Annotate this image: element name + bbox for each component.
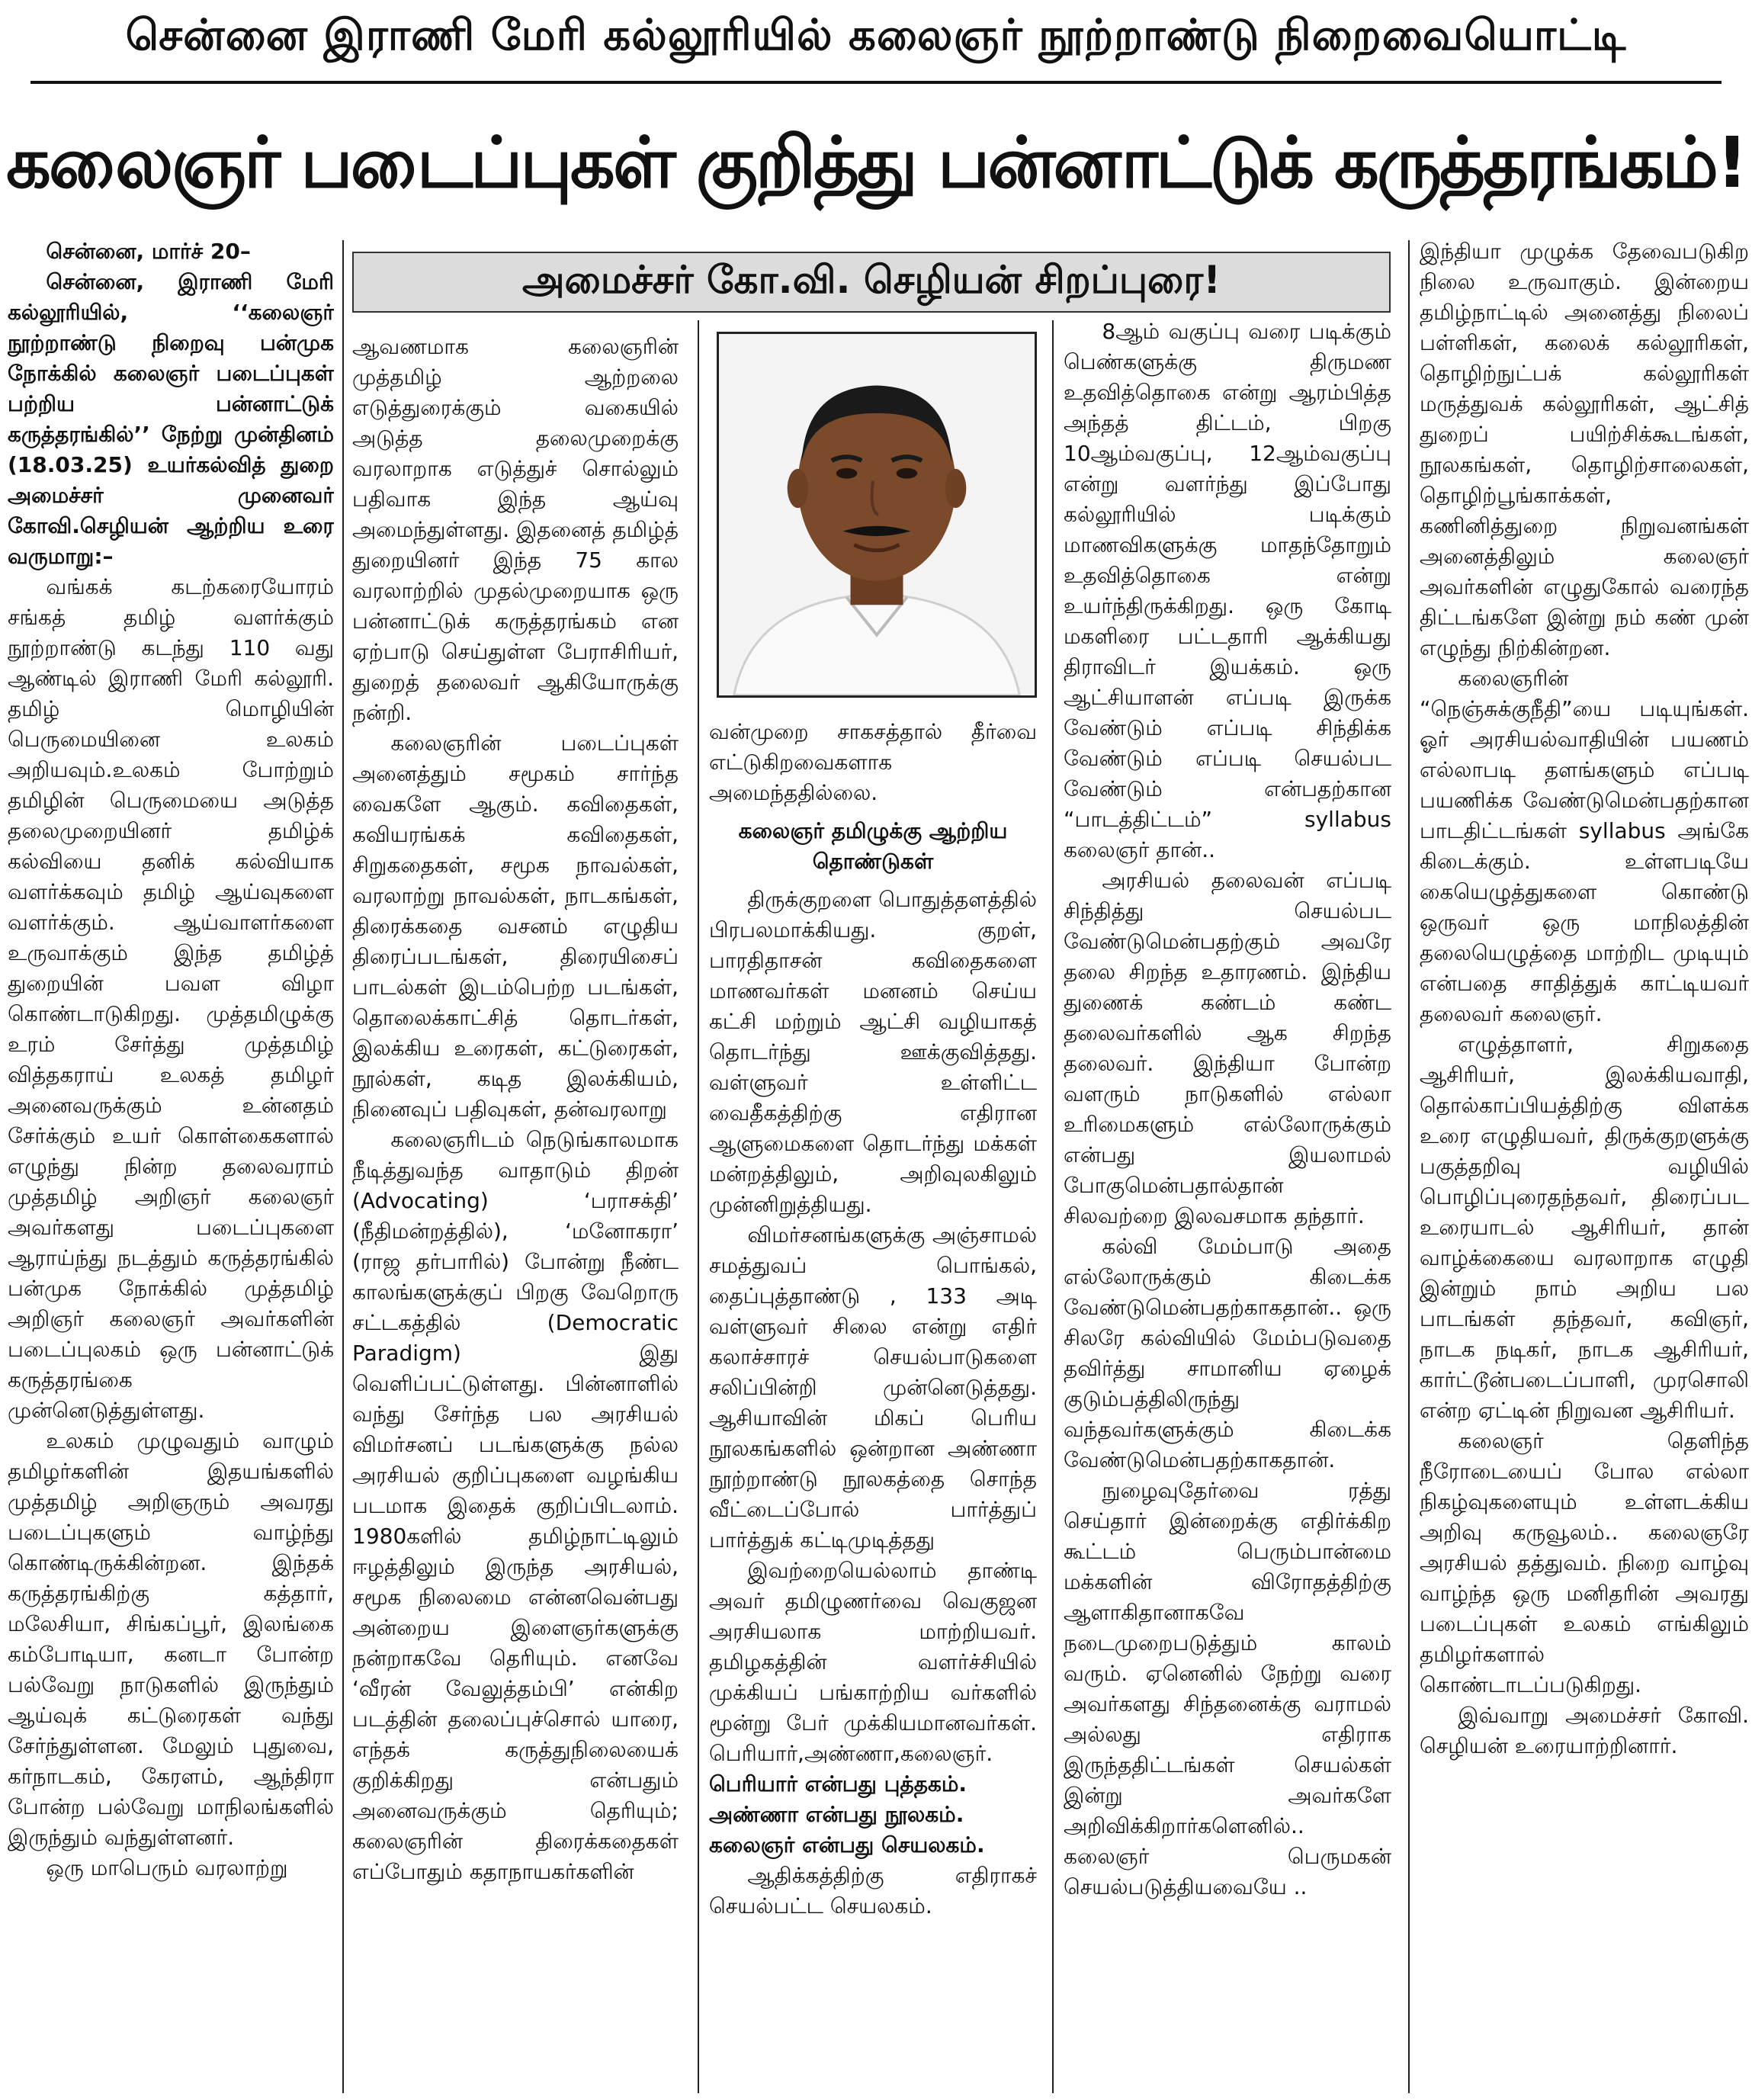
- lead-paragraph: சென்னை, இராணி மேரி கல்லூரியில், ‘‘கலைஞர் நூற்றாண்டு நிறைவு பன்முக நோக்கில் கலைஞர் படைப்புகள் பற்றிய பன்னாட்டுக் கருத்தரங்கில்’’ நேற்று முன்தினம் (18.03.25) உயர்கல்வித் துறை அமைச்சர் முனைவர் கோவி.செழியன் ஆற்றிய உரை வருமாறு:–: [8, 269, 334, 569]
- paragraph: இந்தியா முழுக்க தேவைபடுகிற நிலை உருவாகும். இன்றைய தமிழ்நாட்டில் அனைத்து நிலைப் பள்ளிகள், கலைக் கல்லூரிகள், தொழிற்நுட்பக் கல்லூரிகள் மருத்துவக் கல்லூரிகள், ஆட்சித் துறைப் பயிற்சிக்கூடங்கள், நூலகங்கள், தொழிற்சாலைகள், தொழிற்பூங்காக்கள், கணினித்துறை நிறுவனங்கள் அனைத்திலும் கலைஞர் அவர்களின் எழுதுகோல் வரைந்த திட்டங்களே இன்று நம் கண் முன் எழுந்து நிற்கின்றன.: [1420, 239, 1749, 660]
- article-column-1: [8, 236, 334, 2097]
- sub-headline: அமைச்சர் கோ.வி. செழியன் சிறப்புரை!: [352, 252, 1391, 313]
- paragraph: வன்முறை சாகசத்தால் தீர்வை எட்டுகிறவைகளாக அமைந்ததில்லை.: [709, 719, 1037, 805]
- paragraph: ஆவணமாக கலைஞரின் முத்தமிழ் ஆற்றலை எடுத்துரைக்கும் வகையில் அடுத்த தலைமுறைக்கு வரலாறாக எடுத்துச் சொல்லும் பதிவாக இந்த ஆய்வு அமைந்துள்ளது. இதனைத் தமிழ்த் துறையினர் இந்த 75 கால வரலாற்றில் முதல்முறையாக ஒரு பன்னாட்டுக் கருத்தரங்கம் என ஏற்பாடு செய்துள்ள பேராசிரியர், துறைத் தலைவர் ஆகியோருக்கு நன்றி.: [352, 334, 679, 725]
- paragraph: கலைஞர் தெளிந்த நீரோடையைப் போல எல்லா நிகழ்வுகளையும் உள்ளடக்கிய அறிவு கருவூலம்.. கலைஞரே அரசியல் தத்துவம். நிறை வாழ்வு வாழ்ந்த ஒரு மனிதரின் அவரது படைப்புகள் உலகம் எங்கிலும் தமிழர்களால் கொண்டாடப்படுகிறது.: [1420, 1428, 1749, 1697]
- section-subhead: கலைஞர் தமிழுக்கு ஆற்றிய தொண்டுகள்: [738, 818, 1008, 874]
- paragraph: கலைஞரிடம் நெடுங்காலமாக நீடித்துவந்த வாதாடும் திறன் (Advocating) ‘பராசக்தி’ (நீதிமன்றத்தில்), ‘மனோகரா’ (ராஜ தர்பாரில்) போன்று நீண்ட காலங்களுக்குப் பிறகு வேறொரு சட்டகத்தில் (Democratic Paradigm) இது வெளிப்பட்டுள்ளது. பின்னாளில் வந்து சேர்ந்த பல அரசியல் விமர்சனப் படங்களுக்கு நல்ல அரசியல் குறிப்புகளை வழங்கிய படமாக இதைக் குறிப்பிடலாம். 1980களில் தமிழ்நாட்டிலும் ஈழத்திலும் இருந்த அரசியல், சமூக நிலைமை என்னவென்பது அன்றைய இளைஞர்களுக்கு நன்றாகவே தெரியும். எனவே ‘வீரன் வேலுத்தம்பி’ என்கிற படத்தின் தலைப்புச்சொல் யாரை, எந்தக் கருத்துநிலையைக் குறிக்கிறது என்பதும் அனைவருக்கும் தெரியும்; கலைஞரின் திரைக்கதைகள் எப்போதும் கதாநாயகர்களின்: [352, 1127, 679, 1884]
- article-column-3: [709, 717, 1037, 2097]
- paragraph: 8ஆம் வகுப்பு வரை படிக்கும் பெண்களுக்கு திருமண உதவித்தொகை என்று ஆரம்பித்த அந்தத் திட்டம், பிறகு 10ஆம்வகுப்பு, 12ஆம்வகுப்பு என்று வளர்ந்து இப்போது கல்லூரியில் படிக்கும் மாணவிகளுக்கு மாதந்தோறும் உதவித்தொகை என்று உயர்ந்திருக்கிறது. ஒரு கோடி மகளிரை பட்டதாரி ஆக்கியது திராவிடர் இயக்கம். ஒரு ஆட்சியாளன் எப்படி இருக்க வேண்டும் எப்படி சிந்திக்க வேண்டும் எப்படி செயல்பட வேண்டும் என்பதற்கான “பாடத்திட்டம்” syllabus கலைஞர் தான்..: [1064, 319, 1391, 862]
- paragraph: இவ்வாறு அமைச்சர் கோவி. செழியன் உரையாற்றினார்.: [1420, 1703, 1749, 1758]
- paragraph: நுழைவுதேர்வை ரத்து செய்தார் இன்றைக்கு எதிர்க்கிற கூட்டம் பெரும்பான்மை மக்களின் விரோதத்திற்கு ஆளாகிதானாகவே நடைமுறைபடுத்தும் காலம் வரும். ஏனெனில் நேற்று வரை அவர்களது சிந்தனைக்கு வராமல் அல்லது எதிராக இருந்ததிட்டங்கள் செயல்கள் இன்று அவர்களே அறிவிக்கிறார்களெனில்.. கலைஞர் பெருமகன் செயல்படுத்தியவையே ..: [1064, 1478, 1391, 1899]
- paragraph: இவற்றையெல்லாம் தாண்டி அவர் தமிழுணர்வை வெகுஜன அரசியலாக மாற்றியவர். தமிழகத்தின் வளர்ச்சியில் முக்கியப் பங்காற்றிய வர்களில் மூன்று பேர் முக்கியமானவர்கள். பெரியார்,அண்ணா,கலைஞர்.: [709, 1558, 1037, 1766]
- quote-line: அண்ணா என்பது நூலகம்.: [709, 1802, 964, 1827]
- paragraph: கலைஞரின் படைப்புகள் அனைத்தும் சமூகம் சார்ந்த வைகளே ஆகும். கவிதைகள், கவியரங்கக் கவிதைகள், சிறுகதைகள், சமூக நாவல்கள், வரலாற்று நாவல்கள், நாடகங்கள், திரைக்கதை வசனம் எழுதிய திரைப்படங்கள், திரையிசைப் பாடல்கள் இடம்பெற்ற படங்கள், தொலைக்காட்சித் தொடர்கள், இலக்கிய உரைகள், கட்டுரைகள், நூல்கள், கடித இலக்கியம், நினைவுப் பதிவுகள், தன்வரலாறு: [352, 731, 679, 1122]
- paragraph: வங்கக் கடற்கரையோரம் சங்கத் தமிழ் வளர்க்கும் நூற்றாண்டு கடந்து 110 வது ஆண்டில் இராணி மேரி கல்லூரி. தமிழ் மொழியின் பெருமையினை உலகம் அறியவும்.உலகம் போற்றும் தமிழின் பெருமையை அடுத்த தலைமுறையினர் தமிழ்க் கல்வியை தனிக் கல்வியாக வளர்க்கவும் தமிழ் ஆய்வுகளை வளர்க்கும். ஆய்வாளர்களை உருவாக்கும் இந்த தமிழ்த் துறையின் பவள விழா கொண்டாடுகிறது. முத்தமிழுக்கு உரம் சேர்த்து முத்தமிழ் வித்தகராய் உலகத் தமிழர் அனைவருக்கும் உன்னதம் சேர்க்கும் உயர் கொள்கைகளால் எழுந்து நின்ற தலைவராம் முத்தமிழ் அறிஞர் கலைஞர் அவர்களது படைப்புகளை ஆராய்ந்து நடத்தும் கருத்தரங்கில் பன்முக நோக்கில் முத்தமிழ் அறிஞர் கலைஞர் அவர்களின் படைப்புலகம் ஒரு பன்னாட்டுக் கருத்தரங்கை முன்னெடுத்துள்ளது.: [8, 574, 334, 1423]
- paragraph: உலகம் முழுவதும் வாழும் தமிழர்களின் இதயங்களில் முத்தமிழ் அறிஞரும் அவரது படைப்புகளும் வாழ்ந்து கொண்டிருக்கின்றன. இந்தக் கருத்தரங்கிற்கு கத்தார், மலேசியா, சிங்கப்பூர், இலங்கை கம்போடியா, கனடா போன்ற பல்வேறு நாடுகளில் இருந்தும் ஆய்வுக் கட்டுரைகள் வந்து சேர்ந்துள்ளன. மேலும் புதுவை, கர்நாடகம், கேரளம், ஆந்திரா போன்ற பல்வேறு மாநிலங்களில் இருந்தும் வந்துள்ளனர்.: [8, 1428, 334, 1850]
- paragraph: திருக்குறளை பொதுத்தளத்தில் பிரபலமாக்கியது. குறள், பாரதிதாசன் கவிதைகளை மாணவர்கள் மனனம் செய்ய கட்சி மற்றும் ஆட்சி வழியாகத் தொடர்ந்து ஊக்குவித்தது. வள்ளுவர் உள்ளிட்ட வைதீகத்திற்கு எதிரான ஆளுமைகளை தொடர்ந்து மக்கள் மன்றத்திலும், அறிவுலகிலும் முன்னிறுத்தியது.: [709, 887, 1037, 1217]
- paragraph: ஒரு மாபெரும் வரலாற்று: [46, 1855, 288, 1880]
- column-divider: [1052, 320, 1054, 2093]
- column-divider: [698, 320, 699, 2093]
- main-headline: கலைஞர் படைப்புகள் குறித்து பன்னாட்டுக் கருத்தரங்கம்!: [6, 122, 1746, 204]
- article-column-2: [352, 332, 679, 2097]
- paragraph: எழுத்தாளர், சிறுகதை ஆசிரியர், இலக்கியவாதி, தொல்காப்பியத்திற்கு விளக்க உரை எழுதியவர், திருக்குறளுக்கு பகுத்தறிவு வழியில் பொழிப்புரைதந்தவர், திரைப்பட உரையாடல் ஆசிரியர், தான் வாழ்க்கையை வரலாறாக எழுதி இன்றும் நாம் அறிய பல பாடங்கள் தந்தவர், கவிஞர், நாடக நடிகர், நாடக ஆசிரியர், கார்ட்டூன்படைப்பாளி, முரசொலி என்ற ஏட்டின் நிறுவன ஆசிரியர்.: [1420, 1032, 1749, 1423]
- paragraph: கலைஞரின் “நெஞ்சுக்குநீதி”யை படியுங்கள். ஓர் அரசியல்வாதியின் பயணம் எல்லாபடி தளங்களும் எப்படி பயணிக்க வேண்டுமென்பதற்கான பாடதிட்டங்கள் syllabus அங்கே கிடைக்கும். உள்ளபடியே கையெழுத்துகளை கொண்டு ஒருவர் ஒரு மாநிலத்தின் தலையெழுத்தை மாற்றிட முடியும் என்பதை சாதித்துக் காட்டியவர் தலைவர் கலைஞர்.: [1420, 666, 1749, 1026]
- paragraph: அரசியல் தலைவன் எப்படி சிந்தித்து செயல்பட வேண்டுமென்பதற்கும் அவரே தலை சிறந்த உதாரணம். இந்திய துணைக் கண்டம் கண்ட தலைவர்களில் ஆக சிறந்த தலைவர். இந்தியா போன்ற வளரும் நாடுகளில் எல்லா உரிமைகளும் எல்லோருக்கும் என்பது இயலாமல் போகுமென்பதால்தான் சிலவற்றை இலவசமாக தந்தார்.: [1064, 868, 1391, 1228]
- minister-photo: [717, 332, 1037, 698]
- paragraph: ஆதிக்கத்திற்கு எதிராகச் செயல்பட்ட செயலகம்.: [709, 1863, 1037, 1919]
- article-column-4: [1064, 316, 1391, 2097]
- paragraph: விமர்சனங்களுக்கு அஞ்சாமல் சமத்துவப் பொங்கல், தைப்புத்தாண்டு , 133 அடி வள்ளுவர் சிலை என்று எதிர் கலாச்சாரச் செயல்பாடுகளை சலிப்பின்றி முன்னெடுத்தது. ஆசியாவின் மிகப் பெரிய நூலகங்களில் ஒன்றான அண்ணா நூற்றாண்டு நூலகத்தை சொந்த வீட்டைப்போல் பார்த்துப் பார்த்துக் கட்டிமுடித்தது: [709, 1222, 1037, 1553]
- article-column-5: [1420, 236, 1749, 2097]
- quote-line: பெரியார் என்பது புத்தகம்.: [709, 1771, 967, 1797]
- quote-line: கலைஞர் என்பது செயலகம்.: [709, 1832, 985, 1858]
- column-divider: [1408, 240, 1410, 2093]
- kicker-headline: சென்னை இராணி மேரி கல்லூரியில் கலைஞர் நூற்றாண்டு நிறைவையொட்டி: [125, 11, 1627, 60]
- paragraph: கல்வி மேம்பாடு அதை எல்லோருக்கும் கிடைக்க வேண்டுமென்பதற்காகதான்.. ஒரு சிலரே கல்வியில் மேம்படுவதை தவிர்த்து சாமானிய ஏழைக் குடும்பத்திலிருந்து வந்தவர்களுக்கும் கிடைக்க வேண்டுமென்பதற்காகதான்.: [1064, 1234, 1391, 1472]
- column-divider: [342, 240, 344, 2093]
- header-rule: [30, 81, 1722, 84]
- portrait-image: [719, 334, 1035, 695]
- dateline: சென்னை, மார்ச் 20–: [46, 239, 251, 264]
